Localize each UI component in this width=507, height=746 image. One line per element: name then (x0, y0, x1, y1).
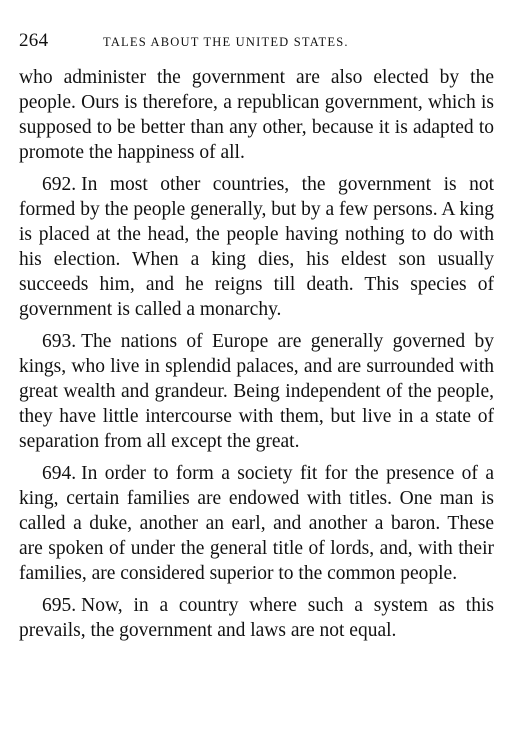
paragraph-text: Now, in a country where such a system as this prevails, the government and laws are not equal. (19, 595, 494, 641)
running-head (19, 30, 494, 54)
paragraph-text: who administer the government are also elected by the people. Ours is therefore, a republican government, which is supposed to be better than any other, because it is adapted to promote the happiness of all. (19, 67, 494, 163)
page-number: 264 (19, 30, 49, 51)
paragraph-number: 694. (42, 463, 77, 484)
paragraph-692 (19, 172, 494, 322)
paragraph-text: In order to form a society fit for the presence of a king, certain families are endowed with titles. One man is called a duke, another an earl, and another a baron. These are spoken of under the general title of lords, and, with their families, are considered superior to the common people. (19, 463, 494, 584)
paragraph-number: 692. (42, 174, 77, 195)
paragraph-text: In most other countries, the government is not formed by the people generally, but by a few persons. A king is placed at the head, the people having nothing to do with his election. When a king dies, his eldest son usually succeeds him, and he reigns till death. This species of government is called a monarchy. (19, 174, 494, 320)
paragraph-694 (19, 461, 494, 586)
paragraph-continued (19, 65, 494, 165)
body-text (19, 65, 494, 643)
paragraph-text: The nations of Europe are generally governed by kings, who live in splendid palaces, and are surrounded with great wealth and grandeur. Being independent of the people, they have little intercourse with them, but live in a state of separation from all except the great. (19, 331, 494, 452)
running-title: TALES ABOUT THE UNITED STATES. (103, 35, 349, 49)
paragraph-number: 695. (42, 595, 77, 616)
paragraph-number: 693. (42, 331, 77, 352)
paragraph-693 (19, 329, 494, 454)
paragraph-695 (19, 593, 494, 643)
